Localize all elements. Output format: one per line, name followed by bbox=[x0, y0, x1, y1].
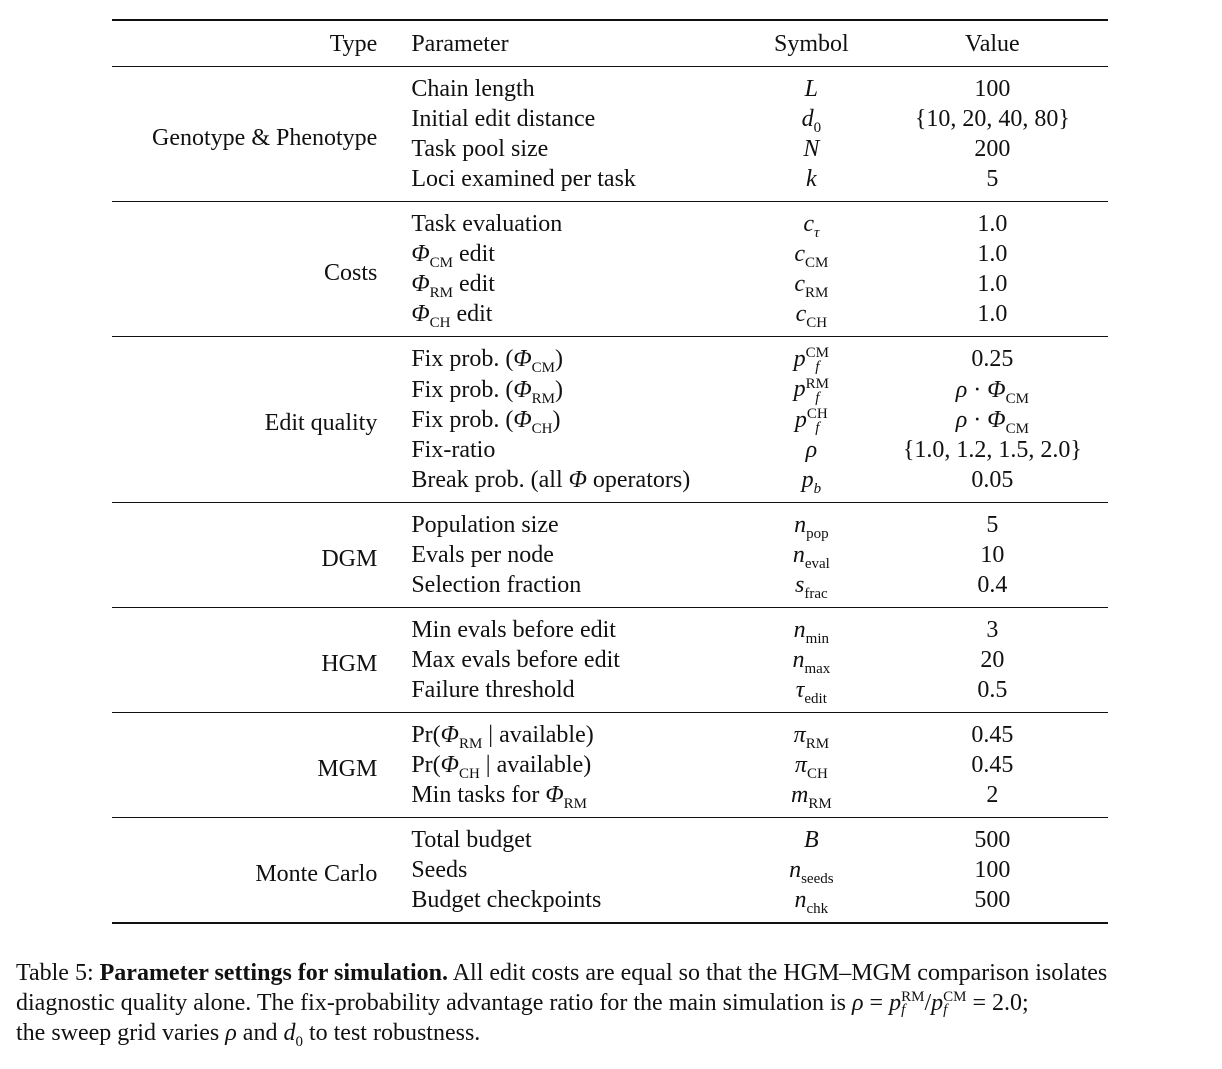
value-cell: 0.4 bbox=[977, 572, 1008, 599]
value-cell: 1.0 bbox=[977, 241, 1008, 267]
group-type-label: Edit quality bbox=[264, 410, 378, 437]
value-cell: 5 bbox=[986, 166, 999, 192]
parameter-cell: Fix prob. $(\Phi_{CM})$ bbox=[411, 346, 563, 377]
parameter-cell: Max evals before edit bbox=[411, 647, 620, 674]
symbol-cell: $d_0$ bbox=[801, 106, 822, 136]
table-group bbox=[112, 818, 1108, 924]
value-cell: {10, 20, 40, 80} bbox=[914, 106, 1070, 132]
table-row bbox=[112, 202, 1108, 240]
table-row bbox=[112, 503, 1108, 541]
symbol-cell: $n_{chk}$ bbox=[794, 887, 829, 918]
value-cell: $\rho \cdot \Phi_{CM}$ bbox=[955, 407, 1029, 437]
parameter-cell: Evals per node bbox=[411, 542, 554, 569]
group-type-label: Monte Carlo bbox=[255, 860, 378, 887]
symbol-cell: ρ bbox=[805, 437, 818, 464]
symbol-cell: $n_{seeds}$ bbox=[789, 857, 834, 888]
table-group bbox=[112, 337, 1108, 503]
caption-line-2: diagnostic quality alone. The fix-probability advantage ratio for the main simulation is ρ = p RM f /p CM f = 2.0; bbox=[16, 989, 1029, 1019]
value-cell: 5 bbox=[986, 512, 999, 539]
value-cell: 1.0 bbox=[977, 301, 1008, 327]
value-cell: 1.0 bbox=[977, 271, 1008, 297]
parameter-cell: Total budget bbox=[411, 827, 532, 854]
value-cell: 0.25 bbox=[971, 346, 1014, 373]
parameter-cell: Fix prob. $(\Phi_{CH})$ bbox=[411, 407, 561, 437]
symbol-cell: $m_{RM}$ bbox=[791, 782, 832, 813]
header-type: Type bbox=[329, 31, 378, 57]
header-parameter: Parameter bbox=[411, 31, 509, 57]
parameter-cell: Fix prob. $(\Phi_{RM})$ bbox=[411, 376, 563, 407]
symbol-cell: $s_{frac}$ bbox=[795, 572, 828, 603]
symbol-cell: B bbox=[804, 827, 819, 854]
value-cell: 500 bbox=[974, 887, 1011, 914]
symbol-cell: $n_{max}$ bbox=[792, 647, 831, 678]
parameter-cell: Min tasks for $\Phi_{RM}$ bbox=[411, 782, 587, 813]
parameter-cell: Initial edit distance bbox=[411, 106, 596, 132]
symbol-cell: $p_b$ bbox=[801, 467, 822, 498]
symbol-cell: L bbox=[804, 76, 819, 102]
symbol-cell: k bbox=[806, 166, 817, 192]
parameter-table-container bbox=[112, 19, 1108, 924]
caption-bold-title: Parameter settings for simulation. bbox=[99, 960, 449, 986]
parameter-cell: Chain length bbox=[411, 76, 535, 102]
value-cell: 0.45 bbox=[971, 722, 1014, 749]
parameter-cell: $\Phi_{CH}$ edit bbox=[411, 301, 493, 331]
parameter-cell: $Pr(\Phi_{RM}$ | available) bbox=[411, 722, 594, 753]
symbol-cell: $c_{RM}$ bbox=[794, 271, 829, 301]
parameter-cell: $\Phi_{RM}$ edit bbox=[411, 271, 495, 301]
header-symbol: Symbol bbox=[774, 31, 849, 57]
value-cell: 2 bbox=[986, 782, 999, 809]
symbol-cell: p CM f bbox=[793, 345, 830, 376]
header-value: Value bbox=[965, 31, 1020, 57]
group-type-label: HGM bbox=[321, 650, 378, 677]
table-group bbox=[112, 608, 1108, 713]
parameter-cell: Budget checkpoints bbox=[411, 887, 602, 914]
parameter-cell: Population size bbox=[411, 512, 559, 539]
table-group bbox=[112, 67, 1108, 202]
parameter-cell: Selection fraction bbox=[411, 572, 582, 599]
table-group bbox=[112, 503, 1108, 608]
symbol-cell: $c_{CM}$ bbox=[794, 241, 829, 271]
parameter-cell: Break prob. (all Φ operators) bbox=[411, 467, 691, 494]
group-type-label: DGM bbox=[321, 545, 378, 572]
group-type-label: Genotype & Phenotype bbox=[152, 124, 378, 151]
table-group bbox=[112, 202, 1108, 337]
parameter-cell: Task evaluation bbox=[411, 211, 563, 237]
table-caption bbox=[16, 958, 1216, 1048]
caption-label: Table 5: bbox=[16, 960, 94, 986]
table-row bbox=[112, 337, 1108, 375]
parameter-table bbox=[112, 19, 1108, 924]
value-cell: 500 bbox=[974, 827, 1011, 854]
value-cell: 1.0 bbox=[977, 211, 1008, 237]
parameter-cell: Task pool size bbox=[411, 136, 549, 162]
value-cell: 3 bbox=[986, 617, 999, 644]
table-row bbox=[112, 713, 1108, 751]
symbol-cell: $\pi_{RM}$ bbox=[793, 722, 830, 753]
symbol-cell: $\pi_{CH}$ bbox=[794, 752, 828, 783]
caption-line-1-rest: All edit costs are equal so that the HGM–MGM comparison isolates bbox=[452, 960, 1108, 986]
table-row bbox=[112, 608, 1108, 646]
parameter-cell: Loci examined per task bbox=[411, 166, 636, 192]
symbol-cell: p RM f bbox=[793, 375, 830, 406]
parameter-cell: $Pr(\Phi_{CH}$ | available) bbox=[411, 752, 592, 783]
value-cell: 20 bbox=[980, 647, 1005, 674]
parameter-cell: Failure threshold bbox=[411, 677, 575, 704]
symbol-cell: $n_{eval}$ bbox=[792, 542, 830, 573]
value-cell: 0.05 bbox=[971, 467, 1014, 494]
group-type-label: MGM bbox=[317, 755, 378, 782]
group-type-label: Costs bbox=[323, 259, 378, 286]
symbol-cell: $c_{CH}$ bbox=[795, 301, 828, 331]
caption-line-1 bbox=[16, 958, 1216, 988]
value-cell: 0.5 bbox=[977, 677, 1008, 704]
value-cell: 10 bbox=[980, 542, 1005, 569]
parameter-cell: Fix-ratio bbox=[411, 437, 496, 464]
symbol-cell: $\tau_{edit}$ bbox=[795, 677, 827, 708]
value-cell: 0.45 bbox=[971, 752, 1014, 779]
value-cell: {1.0, 1.2, 1.5, 2.0} bbox=[902, 437, 1082, 464]
value-cell: 100 bbox=[974, 76, 1011, 102]
value-cell: $\rho \cdot \Phi_{CM}$ bbox=[955, 376, 1029, 407]
value-cell: 200 bbox=[974, 136, 1011, 162]
parameter-cell: $\Phi_{CM}$ edit bbox=[411, 241, 495, 271]
symbol-cell: $n_{min}$ bbox=[793, 617, 830, 648]
symbol-cell: N bbox=[803, 136, 820, 162]
parameter-cell: Min evals before edit bbox=[411, 617, 616, 644]
caption-line-3: the sweep grid varies ρ and $d_0$ to test robustness. bbox=[16, 1020, 481, 1050]
symbol-cell: p CH f bbox=[794, 406, 828, 437]
parameter-cell: Seeds bbox=[411, 857, 468, 884]
table-group bbox=[112, 713, 1108, 818]
symbol-cell: $c_\tau$ bbox=[803, 211, 820, 241]
table-header-row bbox=[112, 20, 1108, 67]
table-row bbox=[112, 818, 1108, 856]
symbol-cell: $n_{pop}$ bbox=[794, 512, 829, 543]
value-cell: 100 bbox=[974, 857, 1011, 884]
table-row bbox=[112, 67, 1108, 105]
